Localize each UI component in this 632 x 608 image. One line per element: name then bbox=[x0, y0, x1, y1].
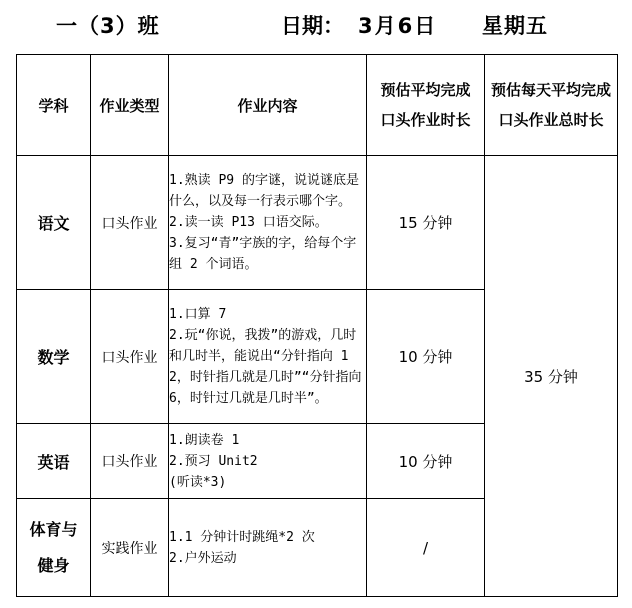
content-line: 1.1 分钟计时跳绳*2 次 bbox=[169, 529, 315, 545]
table-row bbox=[17, 156, 618, 290]
content-cell bbox=[169, 499, 367, 597]
homework-table bbox=[16, 54, 618, 597]
content-cell bbox=[169, 156, 367, 290]
date-label: 日期： bbox=[281, 14, 344, 38]
column-header-avg-time bbox=[367, 55, 485, 156]
time-cell: / bbox=[367, 499, 485, 597]
content-line: (听读*3) bbox=[169, 474, 227, 490]
column-header-avg-time-line1: 预估平均完成 bbox=[380, 81, 471, 99]
column-header-type: 作业类型 bbox=[91, 55, 169, 156]
table-header-row bbox=[17, 55, 618, 156]
time-cell: 15 分钟 bbox=[367, 156, 485, 290]
time-cell: 10 分钟 bbox=[367, 424, 485, 499]
subject-cell: 语文 bbox=[17, 156, 91, 290]
page-header bbox=[0, 0, 632, 52]
class-name: 一（3）班 bbox=[56, 14, 160, 38]
daily-total-cell: 35 分钟 bbox=[485, 156, 618, 597]
content-line: 1.口算 7 bbox=[169, 307, 227, 322]
subject-cell: 数学 bbox=[17, 290, 91, 424]
column-header-daily-total bbox=[485, 55, 618, 156]
subject-line2: 健身 bbox=[37, 555, 70, 575]
content-line: 2.户外运动 bbox=[169, 550, 237, 566]
content-line: 2.玩“你说，我拨”的游戏，几时和几时半，能说出“分针指向 12，时针指几就是几时”“分针指向 6，时针过几就是几时半”。 bbox=[169, 328, 362, 406]
type-cell: 实践作业 bbox=[91, 499, 169, 597]
column-header-avg-time-line2: 口头作业时长 bbox=[380, 111, 471, 129]
content-cell bbox=[169, 290, 367, 424]
column-header-subject: 学科 bbox=[17, 55, 91, 156]
content-line: 2.预习 Unit2 bbox=[169, 453, 258, 469]
weekday: 星期五 bbox=[482, 14, 548, 38]
content-line: 2.读一读 P13 口语交际。 bbox=[169, 215, 328, 230]
column-header-content: 作业内容 bbox=[169, 55, 367, 156]
type-cell: 口头作业 bbox=[91, 290, 169, 424]
type-cell: 口头作业 bbox=[91, 424, 169, 499]
content-line: 1.朗读卷 1 bbox=[169, 432, 240, 448]
time-cell: 10 分钟 bbox=[367, 290, 485, 424]
subject-line1: 体育与 bbox=[29, 519, 78, 539]
subject-cell: 英语 bbox=[17, 424, 91, 499]
column-header-daily-total-line2: 口头作业总时长 bbox=[498, 111, 604, 129]
content-line: 1.熟读 P9 的字谜，说说谜底是什么，以及每一行表示哪个字。 bbox=[169, 173, 359, 209]
date-value: 3月6日 bbox=[358, 14, 438, 38]
subject-cell bbox=[17, 499, 91, 597]
type-cell: 口头作业 bbox=[91, 156, 169, 290]
column-header-daily-total-line1: 预估每天平均完成 bbox=[490, 81, 611, 99]
content-line: 3.复习“青”字族的字，给每个字组 2 个词语。 bbox=[169, 236, 357, 272]
content-cell bbox=[169, 424, 367, 499]
